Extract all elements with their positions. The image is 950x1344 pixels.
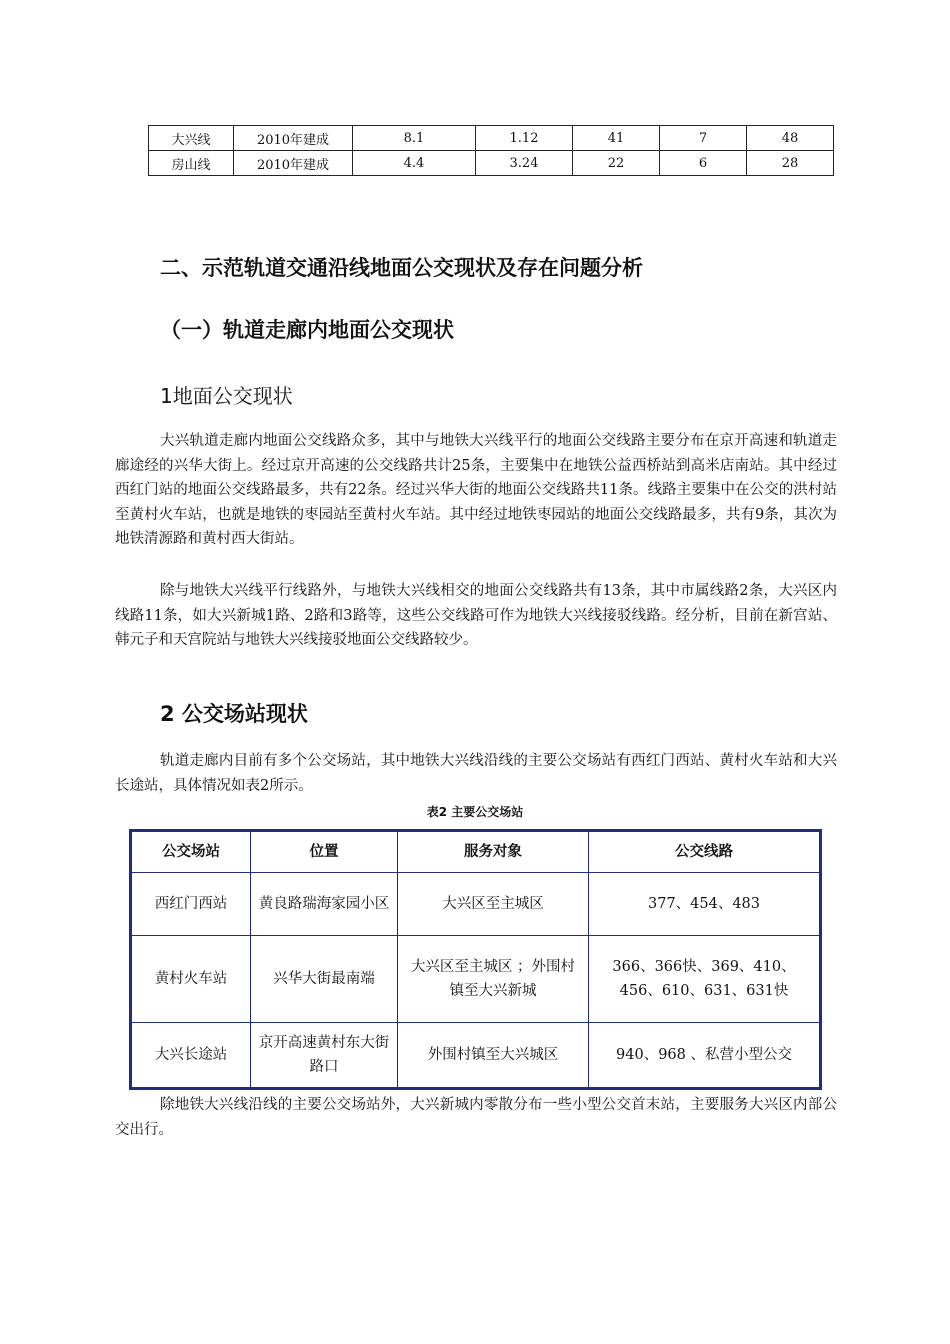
table-caption: 表2 主要公交场站 [426, 805, 524, 819]
part-heading-1: 1地面公交现状 [160, 384, 293, 408]
table-cell: 1.12 [476, 126, 573, 151]
table-cell: 7 [660, 126, 747, 151]
column-header: 公交场站 [131, 831, 251, 873]
metro-lines-table [148, 125, 834, 176]
table-cell: 大兴线 [149, 126, 234, 151]
subsection-heading: （一）轨道走廊内地面公交现状 [160, 318, 454, 342]
paragraph-feeder-lines: 除与地铁大兴线平行线路外，与地铁大兴线相交的地面公交线路共有13条，其中市属线路2条，大兴区内线路11条，如大兴新城1路、2路和3路等，这些公交线路可作为地铁大兴线接驳线路。经分析，目前在新宫站、韩元子和天宫院站与地铁大兴线接驳地面公交线路较少。 [115, 583, 837, 648]
column-header: 服务对象 [398, 831, 589, 873]
table-cell: 4.4 [353, 151, 476, 176]
table-cell: 3.24 [476, 151, 573, 176]
section-heading: 二、示范轨道交通沿线地面公交现状及存在问题分析 [160, 256, 643, 280]
table-cell: 黄村火车站 [131, 936, 251, 1023]
paragraph-small-terminals: 除地铁大兴线沿线的主要公交场站外，大兴新城内零散分布一些小型公交首末站，主要服务大兴区内部公交出行。 [115, 1097, 837, 1138]
table-cell: 房山线 [149, 151, 234, 176]
table-cell: 41 [573, 126, 660, 151]
table-cell: 2010年建成 [234, 126, 353, 151]
table-cell: 大兴区至主城区 ；外围村镇至大兴新城 [398, 936, 589, 1023]
table-cell: 366、366快、369、410、456、610、631、631快 [589, 936, 821, 1023]
column-header: 位置 [251, 831, 398, 873]
paragraph-ground-transit: 大兴轨道走廊内地面公交线路众多，其中与地铁大兴线平行的地面公交线路主要分布在京开高速和轨道走廊途经的兴华大街上。经过京开高速的公交线路共计25条，主要集中在地铁公益西桥站到高米店南站。其中经过西红门站的地面公交线路最多，共有22条。经过兴华大街的地面公交线路共11条。线路主要集中在公交的洪村站至黄村火车站，也就是地铁的枣园站至黄村火车站。其中经过地铁枣园站的地面公交线路最多，共有9条，其次为地铁清源路和黄村西大街站。 [115, 433, 837, 547]
table-cell: 6 [660, 151, 747, 176]
column-header: 公交线路 [589, 831, 821, 873]
table-cell: 377、454、483 [589, 873, 821, 936]
table-cell: 大兴长途站 [131, 1023, 251, 1089]
table-row [149, 126, 834, 151]
table-cell: 2010年建成 [234, 151, 353, 176]
table-cell: 940、968 、私营小型公交 [589, 1023, 821, 1089]
table-cell: 22 [573, 151, 660, 176]
table-cell: 西红门西站 [131, 873, 251, 936]
bus-stations-table [129, 829, 822, 1090]
table-header-row [131, 831, 821, 873]
paragraph-stations-intro: 轨道走廊内目前有多个公交场站，其中地铁大兴线沿线的主要公交场站有西红门西站、黄村火车站和大兴长途站，具体情况如表2所示。 [115, 753, 837, 794]
part-heading-2: 2 公交场站现状 [160, 702, 308, 726]
table-cell: 8.1 [353, 126, 476, 151]
table-row [131, 936, 821, 1023]
table-cell: 兴华大街最南端 [251, 936, 398, 1023]
table-cell: 黄良路瑞海家园小区 [251, 873, 398, 936]
table-cell: 48 [747, 126, 834, 151]
table-row [131, 1023, 821, 1089]
table-cell: 外围村镇至大兴城区 [398, 1023, 589, 1089]
table-row [149, 151, 834, 176]
table-cell: 28 [747, 151, 834, 176]
table-row [131, 873, 821, 936]
table-cell: 京开高速黄村东大街路口 [251, 1023, 398, 1089]
table-cell: 大兴区至主城区 [398, 873, 589, 936]
